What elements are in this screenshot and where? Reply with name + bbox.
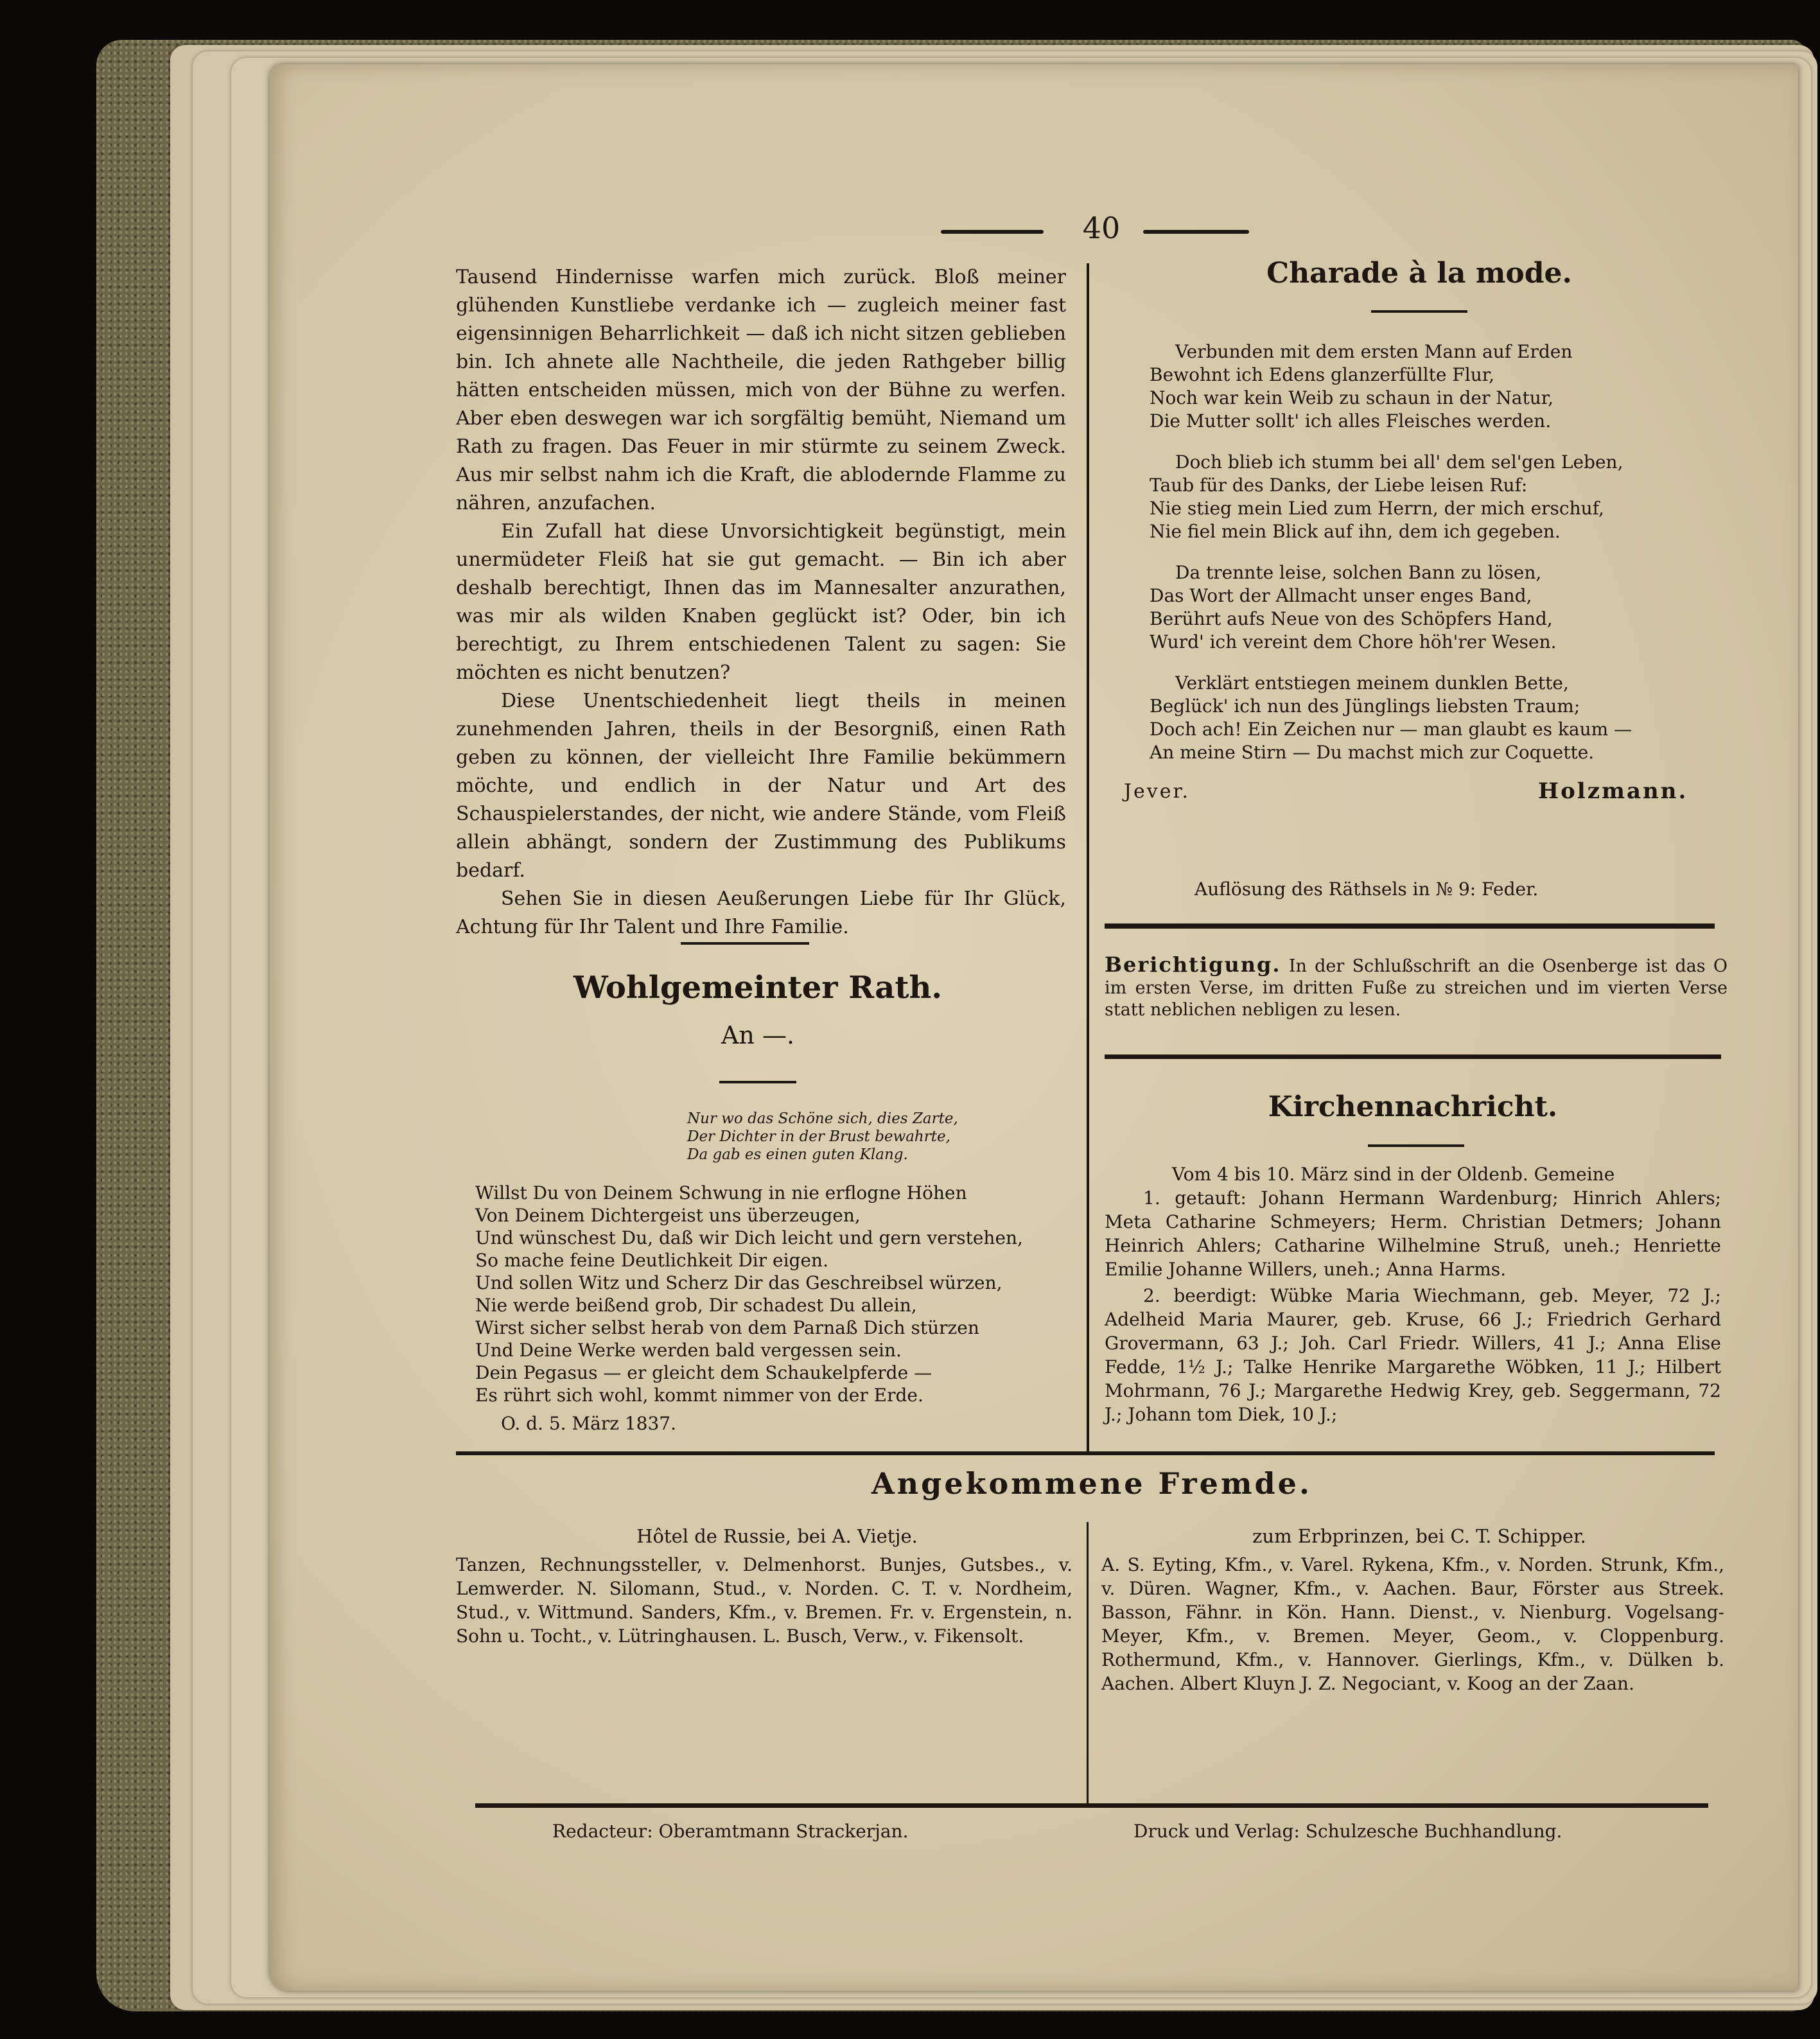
- poem-line: Wurd' ich vereint dem Chore höh'rer Wesen.: [1150, 631, 1557, 652]
- poem-line: Dein Pegasus — er gleicht dem Schaukelpferde —: [475, 1362, 932, 1383]
- charade-author: Holzmann.: [1538, 778, 1688, 804]
- printer-line: Druck und Verlag: Schulzesche Buchhandlung.: [1133, 1821, 1562, 1842]
- poem-line: An meine Stirn — Du machst mich zur Coquette.: [1150, 742, 1595, 763]
- church-intro: Vom 4 bis 10. März sind in der Oldenb. Gemeine: [1172, 1164, 1615, 1185]
- editor-line: Redacteur: Oberamtmann Strackerjan.: [552, 1821, 909, 1842]
- rath-title: Wohlgemeinter Rath.: [573, 970, 943, 1006]
- letter-paragraph: Ein Zufall hat diese Unvorsichtigkeit begünstigt, mein unermüdeter Fleiß hat sie gut gemacht. — Bin ich aber deshalb berechtigt, Ihnen das im Mannesalter anzurathen, was mir als wilden Knaben geglückt ist? Oder, bin ich berechtigt, zu Ihrem entschiedenen Talent zu sagen: Sie möchten es nicht benutzen?: [456, 520, 1066, 684]
- poem-line: Von Deinem Dichtergeist uns überzeugen,: [475, 1205, 861, 1226]
- poem-line: Nie stieg mein Lied zum Herrn, der mich erschuf,: [1150, 498, 1604, 519]
- poem-line: Das Wort der Allmacht unser enges Band,: [1150, 585, 1532, 606]
- header-rule-left: [941, 230, 1044, 234]
- epigraph-line: Der Dichter in der Brust bewahrte,: [687, 1128, 950, 1145]
- column-rule: [1087, 263, 1089, 1451]
- correction-text: In der Schlußschrift an die Osenberge ist das O im ersten Verse, im dritten Fuße zu streichen und im vierten Verse statt neblichen nebligen zu lesen.: [1105, 956, 1728, 1020]
- church-title: Kirchennachricht.: [1268, 1090, 1558, 1123]
- correction-label: Berichtigung.: [1105, 952, 1281, 977]
- poem-line: Verbunden mit dem ersten Mann auf Erden: [1175, 341, 1573, 362]
- arrivals-left-head: Hôtel de Russie, bei A. Vietje.: [636, 1525, 918, 1547]
- rath-epigraph: [687, 1110, 1072, 1164]
- church-notice: [1105, 1162, 1721, 1426]
- letter-paragraph: Tausend Hindernisse warfen mich zurück. Bloß meiner glühenden Kunstliebe verdanke ich — zugleich meiner fast eigensinnigen Beharrlichkeit — daß ich nicht sitzen geblieben bin. Ich ahnete alle Nachtheile, die jeden Rathgeber billig hätten entscheiden müssen, mich von der Bühne zu werfen. Aber eben deswegen war ich sorgfältig bemüht, Niemand um Rath zu fragen. Das Feuer in mir stürmte zu seinem Zweck. Aus mir selbst nahm ich die Kraft, die ablodernde Flamme zu nähren, anzufachen.: [456, 266, 1066, 514]
- section-rule: [1368, 1144, 1464, 1147]
- page-number: 40: [1082, 211, 1121, 245]
- epigraph-line: Nur wo das Schöne sich, dies Zarte,: [687, 1110, 958, 1127]
- charade-poem: [1150, 340, 1702, 782]
- charade-place: Jever.: [1124, 780, 1191, 803]
- poem-line: Es rührt sich wohl, kommt nimmer von der Erde.: [475, 1385, 923, 1406]
- rath-subtitle: An —.: [721, 1021, 795, 1049]
- poem-line: So mache feine Deutlichkeit Dir eigen.: [475, 1250, 828, 1271]
- poem-line: Willst Du von Deinem Schwung in nie erflogne Höhen: [475, 1182, 967, 1203]
- section-rule-thick: [456, 1451, 1715, 1455]
- newspaper-page: [270, 64, 1798, 1991]
- arrivals-left: Tanzen, Rechnungssteller, v. Delmenhorst. Bunjes, Gutsbes., v. Lemwerder. N. Silomann, Stud., v. Norden. C. T. v. Nordheim, Stud., v. Wittmund. Sanders, Kfm., v. Bremen. Fr. v. Ergenstein, n. Sohn u. Tocht., v. Lütringhausen. L. Busch, Verw., v. Fikensolt.: [456, 1554, 1072, 1647]
- poem-line: Doch ach! Ein Zeichen nur — man glaubt es kaum —: [1150, 719, 1632, 740]
- poem-line: Und sollen Witz und Scherz Dir das Geschreibsel würzen,: [475, 1272, 1002, 1293]
- poem-line: Beglück' ich nun des Jünglings liebsten Traum;: [1150, 696, 1580, 717]
- section-rule-thick: [475, 1803, 1708, 1808]
- poem-line: Bewohnt ich Edens glanzerfüllte Flur,: [1150, 364, 1494, 385]
- charade-title: Charade à la mode.: [1266, 257, 1572, 290]
- arrivals-right-head: zum Erbprinzen, bei C. T. Schipper.: [1252, 1525, 1586, 1547]
- header-rule-right: [1143, 230, 1249, 234]
- poem-line: Verklärt entstiegen meinem dunklen Bette,: [1175, 672, 1569, 694]
- poem-line: Nie fiel mein Blick auf ihn, dem ich gegeben.: [1150, 521, 1561, 542]
- arrivals-right: A. S. Eyting, Kfm., v. Varel. Rykena, Kfm., v. Norden. Strunk, Kfm., v. Düren. Wagner, Kfm., v. Aachen. Baur, Förster aus Streek. Basson, Fähnr. in Kön. Hann. Dienst., v. Nienburg. Vogelsang-Meyer, Kfm., v. Bremen. Meyer, Geom., v. Cloppenburg. Rothermund, Kfm., v. Hannover. Gierlings, Kfm., v. Dülken b. Aachen. Albert Kluyn J. Z. Negociant, v. Koog an der Zaan.: [1101, 1554, 1724, 1694]
- letter-text: [456, 263, 1066, 941]
- church-baptized: 1. getauft: Johann Hermann Wardenburg; Hinrich Ahlers; Meta Catharine Schmeyers; Herm. Christian Detmers; Johann Heinrich Ahlers; Catharine Wilhelmine Struß, uneh.; Henriette Emilie Johanne Willers, uneh.; Anna Harms.: [1105, 1187, 1721, 1280]
- poem-line: Wirst sicher selbst herab von dem Parnaß Dich stürzen: [475, 1317, 979, 1338]
- rath-signature: O. d. 5. März 1837.: [501, 1413, 677, 1434]
- section-rule-thick: [1105, 1055, 1721, 1059]
- epigraph-line: Da gab es einen guten Klang.: [687, 1146, 908, 1163]
- poem-line: Taub für des Danks, der Liebe leisen Ruf:: [1150, 475, 1528, 496]
- poem-line: Nie werde beißend grob, Dir schadest Du allein,: [475, 1295, 917, 1316]
- rath-poem: [475, 1182, 1053, 1406]
- poem-line: Und wünschest Du, daß wir Dich leicht und gern verstehen,: [475, 1227, 1023, 1248]
- arrivals-title: Angekommene Fremde.: [871, 1466, 1312, 1501]
- section-rule: [719, 1081, 796, 1083]
- poem-line: Die Mutter sollt' ich alles Fleisches werden.: [1150, 410, 1552, 432]
- charade-stanza: [1150, 451, 1702, 543]
- column-rule: [1087, 1522, 1089, 1805]
- poem-line: Doch blieb ich stumm bei all' dem sel'gen Leben,: [1175, 451, 1623, 473]
- section-rule-thick: [1105, 923, 1715, 929]
- section-rule: [1371, 310, 1467, 313]
- correction: [1105, 954, 1728, 1021]
- poem-line: Noch war kein Weib zu schaun in der Natur,: [1150, 387, 1553, 408]
- section-rule: [681, 942, 809, 945]
- charade-stanza: [1150, 672, 1702, 764]
- charade-stanza: [1150, 340, 1702, 433]
- poem-line: Da trennte leise, solchen Bann zu lösen,: [1175, 562, 1542, 583]
- church-buried: 2. beerdigt: Wübke Maria Wiechmann, geb. Meyer, 72 J.; Adelheid Maria Maurer, geb. Kruse, 66 J.; Friedrich Gerhard Grovermann, 63 J.; Joh. Carl Friedr. Willers, 41 J.; Anna Elise Fedde, 1½ J.; Talke Henrike Margarethe Wöbken, 11 J.; Hilbert Mohrmann, 76 J.; Margarethe Hedwig Krey, geb. Seggermann, 72 J.; Johann tom Diek, 10 J.;: [1105, 1285, 1721, 1425]
- letter-paragraph: Diese Unentschiedenheit liegt theils in meinen zunehmenden Jahren, theils in der Besorgniß, einen Rath geben zu können, der vielleicht Ihre Familie bekümmern möchte, und endlich in der Natur und Art des Schauspielerstandes, der nicht, wie andere Stände, vom Fleiß allein abhängt, sondern der Zustimmung des Publikums bedarf.: [456, 690, 1066, 882]
- poem-line: Und Deine Werke werden bald vergessen sein.: [475, 1340, 902, 1361]
- charade-stanza: [1150, 561, 1702, 654]
- letter-paragraph: Sehen Sie in diesen Aeußerungen Liebe für Ihr Glück, Achtung für Ihr Talent und Ihre Familie.: [456, 888, 1066, 938]
- poem-line: Berührt aufs Neue von des Schöpfers Hand,: [1150, 608, 1553, 629]
- charade-solution: Auflösung des Räthsels in № 9: Feder.: [1194, 879, 1539, 900]
